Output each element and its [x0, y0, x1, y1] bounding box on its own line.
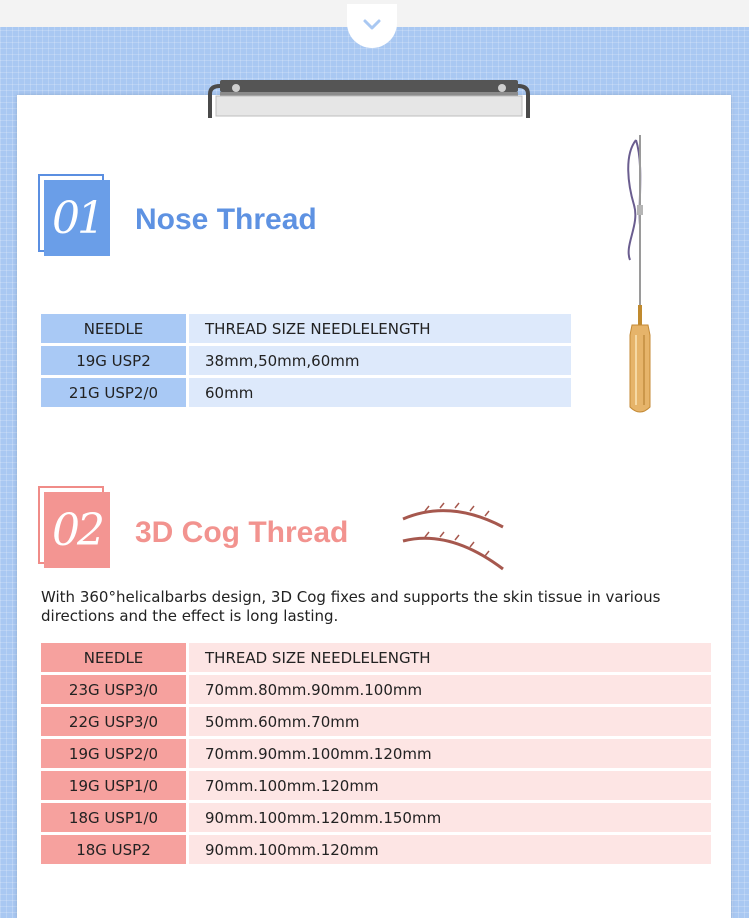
table-row	[41, 378, 571, 407]
section-title: Nose Thread	[135, 203, 317, 236]
table-cell: 18G USP1/0	[41, 803, 186, 832]
table-row	[41, 675, 711, 704]
table-header-cell: THREAD SIZE NEEDLELENGTH	[189, 643, 711, 672]
table-row	[41, 739, 711, 768]
table-header-cell: NEEDLE	[41, 314, 186, 343]
table-cell: 38mm,50mm,60mm	[189, 346, 571, 375]
cog-thread-table	[41, 640, 711, 867]
table-header-cell: THREAD SIZE NEEDLELENGTH	[189, 314, 571, 343]
nose-thread-table	[41, 311, 571, 410]
table-row	[41, 346, 571, 375]
table-row	[41, 835, 711, 864]
table-cell: 19G USP2	[41, 346, 186, 375]
table-cell: 23G USP3/0	[41, 675, 186, 704]
table-cell: 18G USP2	[41, 835, 186, 864]
table-cell: 60mm	[189, 378, 571, 407]
cog-thread-image	[395, 497, 510, 577]
clipboard-clip	[206, 80, 532, 120]
section-description: With 360°helicalbarbs design, 3D Cog fixes and supports the skin tissue in various directions and the effect is long lasting.	[41, 588, 661, 625]
table-row	[41, 771, 711, 800]
table-row	[41, 707, 711, 736]
table-header-row	[41, 643, 711, 672]
table-header-row	[41, 314, 571, 343]
table-row	[41, 803, 711, 832]
table-cell: 21G USP2/0	[41, 378, 186, 407]
table-cell: 70mm.100mm.120mm	[189, 771, 711, 800]
table-header-cell: NEEDLE	[41, 643, 186, 672]
needle-product-image	[604, 135, 674, 420]
section-number-badge	[38, 174, 110, 256]
table-cell: 19G USP1/0	[41, 771, 186, 800]
table-cell: 90mm.100mm.120mm.150mm	[189, 803, 711, 832]
section-number: 01	[44, 180, 110, 256]
section-number: 02	[44, 492, 110, 568]
table-cell: 90mm.100mm.120mm	[189, 835, 711, 864]
section-title: 3D Cog Thread	[135, 516, 349, 549]
table-cell: 70mm.80mm.90mm.100mm	[189, 675, 711, 704]
section-number-badge	[38, 486, 110, 568]
table-cell: 70mm.90mm.100mm.120mm	[189, 739, 711, 768]
scroll-down-button[interactable]	[347, 4, 397, 48]
table-cell: 22G USP3/0	[41, 707, 186, 736]
table-cell: 50mm.60mm.70mm	[189, 707, 711, 736]
table-cell: 19G USP2/0	[41, 739, 186, 768]
chevron-down-icon	[362, 18, 382, 32]
